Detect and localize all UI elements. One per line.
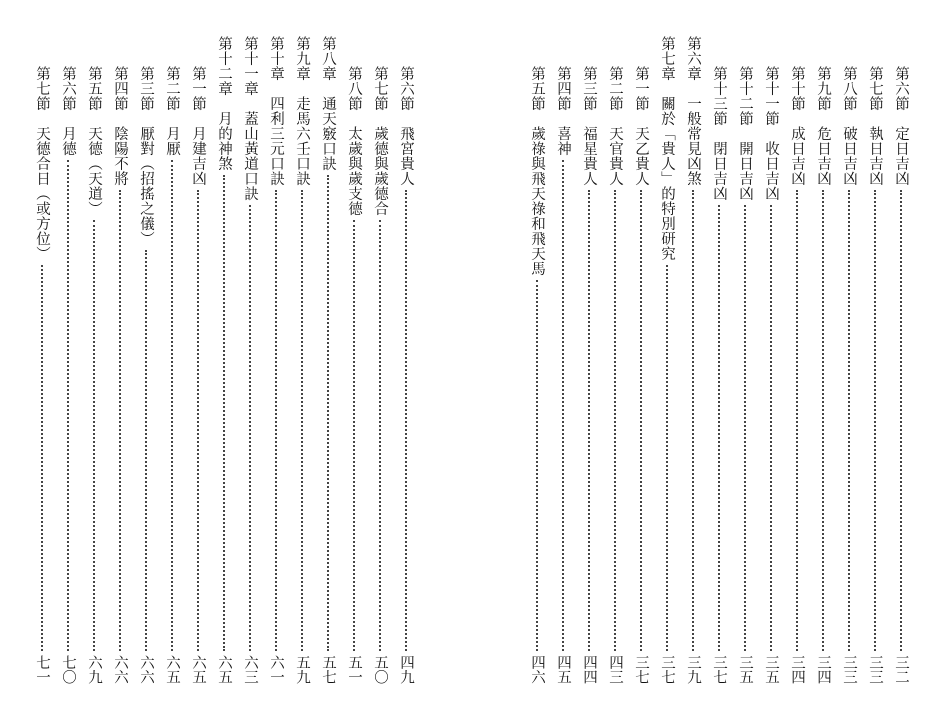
dot-leader xyxy=(666,265,668,651)
dot-leader xyxy=(67,160,69,651)
dot-leader xyxy=(327,175,329,651)
toc-entry-title: 第四節 喜神 xyxy=(555,66,571,156)
toc-entry-page: 三四 xyxy=(815,655,831,684)
toc-entry xyxy=(758,66,784,684)
toc-entry xyxy=(55,66,81,684)
toc-entry-page: 三三 xyxy=(867,655,883,684)
dot-leader xyxy=(640,190,642,651)
toc-entry xyxy=(315,36,341,684)
toc-entry-page: 六五 xyxy=(164,655,180,684)
toc-entry-page: 六六 xyxy=(112,655,128,684)
toc-entry-page: 四六 xyxy=(529,655,545,684)
toc-entry xyxy=(706,66,732,684)
toc-entry xyxy=(211,36,237,684)
toc-entry-page: 四三 xyxy=(607,655,623,684)
dot-leader xyxy=(614,190,616,651)
toc-entry-page: 七〇 xyxy=(60,655,76,684)
toc-entry-page: 六一 xyxy=(268,655,284,684)
toc-entry xyxy=(524,66,550,684)
dot-leader xyxy=(301,190,303,651)
toc-entry-title: 第六節 定日吉凶 xyxy=(893,66,909,186)
toc-entry-title: 第十節 成日吉凶 xyxy=(789,66,805,186)
toc-entry xyxy=(185,66,211,684)
dot-leader xyxy=(744,205,746,651)
toc-entry-title: 第五節 天德（天道） xyxy=(86,66,102,216)
dot-leader xyxy=(848,190,850,651)
toc-entry-page: 六五 xyxy=(216,655,232,684)
dot-leader xyxy=(353,220,355,651)
toc-entry-title: 第一節 月建吉凶 xyxy=(190,66,206,186)
toc-entry xyxy=(888,66,914,684)
toc-entry-page: 六三 xyxy=(242,655,258,684)
toc-entry-title: 第十一節 收日吉凶 xyxy=(763,66,779,201)
toc-entry-title: 第九節 危日吉凶 xyxy=(815,66,831,186)
toc-entry-title: 第八節 太歲與歲支德 xyxy=(346,66,362,216)
toc-entry xyxy=(810,66,836,684)
toc-entry-title: 第七節 天德合日（或方位） xyxy=(34,66,50,261)
dot-leader xyxy=(718,205,720,651)
toc-entry-title: 第十一章 蓋山黃道口訣 xyxy=(242,36,258,201)
toc-entry-page: 三七 xyxy=(711,655,727,684)
toc-entry-page: 三五 xyxy=(763,655,779,684)
toc-entry-title: 第一節 天乙貴人 xyxy=(633,66,649,186)
toc-entry-page: 三五 xyxy=(737,655,753,684)
toc-entry-page: 六六 xyxy=(138,655,154,684)
toc-entry-page: 三四 xyxy=(789,655,805,684)
toc-entry-title: 第六章 一般常見凶煞 xyxy=(685,36,701,186)
dot-leader xyxy=(379,220,381,651)
toc-entry xyxy=(133,66,159,684)
dot-leader xyxy=(41,265,43,651)
toc-entry xyxy=(628,66,654,684)
dot-leader xyxy=(536,280,538,651)
dot-leader xyxy=(692,190,694,651)
toc-entry xyxy=(836,66,862,684)
toc-entry xyxy=(732,66,758,684)
toc-entry-title: 第十章 四利三元口訣 xyxy=(268,36,284,186)
toc-entry xyxy=(237,36,263,684)
toc-entry-page: 四九 xyxy=(398,655,414,684)
toc-entry-page: 六九 xyxy=(86,655,102,684)
toc-entry-page: 五九 xyxy=(294,655,310,684)
dot-leader xyxy=(119,190,121,651)
toc-entry-page: 三三 xyxy=(841,655,857,684)
toc-entry-page: 三七 xyxy=(659,655,675,684)
toc-entry-page: 三七 xyxy=(633,655,649,684)
toc-entry xyxy=(862,66,888,684)
toc-entry-page: 五〇 xyxy=(372,655,388,684)
toc-entry xyxy=(289,36,315,684)
dot-leader xyxy=(562,160,564,651)
toc-entry-title: 第八節 破日吉凶 xyxy=(841,66,857,186)
toc-entry-title: 第七章 關於「貴人」的特別研究 xyxy=(659,36,675,261)
toc-entry-page: 七一 xyxy=(34,655,50,684)
right-page xyxy=(500,0,935,701)
toc-entry xyxy=(263,36,289,684)
left-page xyxy=(0,0,440,701)
toc-entry-title: 第九章 走馬六壬口訣 xyxy=(294,36,310,186)
toc-entry xyxy=(107,66,133,684)
dot-leader xyxy=(145,250,147,651)
toc-entry-page: 三九 xyxy=(685,655,701,684)
toc-entry xyxy=(367,66,393,684)
toc-entry-page: 六五 xyxy=(190,655,206,684)
toc-entry-title: 第三節 厭對（招搖之儀） xyxy=(138,66,154,246)
dot-leader xyxy=(900,190,902,651)
dot-leader xyxy=(588,190,590,651)
toc-entry xyxy=(550,66,576,684)
dot-leader xyxy=(874,190,876,651)
toc-entry-title: 第四節 陰陽不將 xyxy=(112,66,128,186)
toc-entry-title: 第七節 執日吉凶 xyxy=(867,66,883,186)
toc-entry-title: 第七節 歲德與歲德合 xyxy=(372,66,388,216)
toc-entry-title: 第二節 天官貴人 xyxy=(607,66,623,186)
dot-leader xyxy=(405,190,407,651)
toc-entry xyxy=(602,66,628,684)
toc-entry-page: 三二 xyxy=(893,655,909,684)
dot-leader xyxy=(223,175,225,651)
toc-entry xyxy=(29,66,55,684)
dot-leader xyxy=(770,205,772,651)
toc-entry xyxy=(784,66,810,684)
dot-leader xyxy=(93,220,95,651)
toc-entry-page: 五七 xyxy=(320,655,336,684)
toc-entry-title: 第六節 飛宮貴人 xyxy=(398,66,414,186)
toc-entry xyxy=(654,36,680,684)
dot-leader xyxy=(249,205,251,651)
toc-entry xyxy=(81,66,107,684)
toc-entry-title: 第六節 月德 xyxy=(60,66,76,156)
toc-entry-title: 第十二節 開日吉凶 xyxy=(737,66,753,201)
toc-entry-title: 第五節 歲祿與飛天祿和飛天馬 xyxy=(529,66,545,276)
toc-entry-title: 第十二章 月的神煞 xyxy=(216,36,232,171)
toc-entry xyxy=(393,66,419,684)
dot-leader xyxy=(822,190,824,651)
toc-entry-page: 四四 xyxy=(581,655,597,684)
toc-entry xyxy=(680,36,706,684)
toc-entry-page: 五一 xyxy=(346,655,362,684)
toc-entry-title: 第三節 福星貴人 xyxy=(581,66,597,186)
dot-leader xyxy=(171,160,173,651)
toc-entry xyxy=(159,66,185,684)
toc-entry xyxy=(576,66,602,684)
toc-entry-page: 四五 xyxy=(555,655,571,684)
toc-entry xyxy=(341,66,367,684)
toc-entry-title: 第二節 月厭 xyxy=(164,66,180,156)
toc-entry-title: 第八章 通天竅口訣 xyxy=(320,36,336,171)
dot-leader xyxy=(796,190,798,651)
dot-leader xyxy=(197,190,199,651)
dot-leader xyxy=(275,190,277,651)
toc-entry-title: 第十三節 閉日吉凶 xyxy=(711,66,727,201)
